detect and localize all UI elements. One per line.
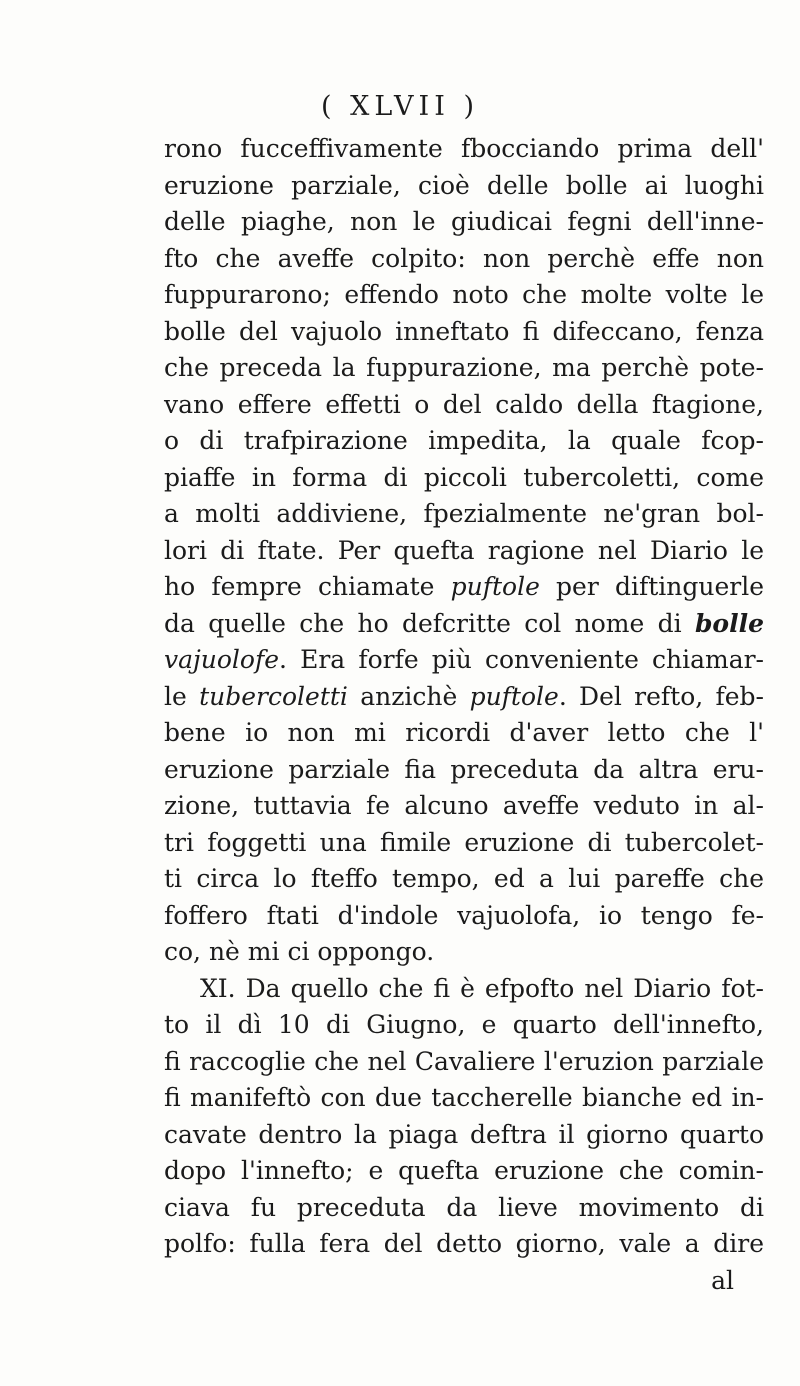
text-line — [164, 642, 764, 679]
text-segment: . Del refto, feb- — [558, 681, 764, 711]
text-line — [164, 1044, 764, 1081]
italic-term: vajuolofe — [164, 645, 280, 674]
text-line — [164, 241, 764, 278]
text-segment: da quelle che ho defcritte col nome di — [164, 608, 695, 638]
text-line — [164, 715, 764, 752]
text-segment: ho fempre chiamate — [164, 572, 451, 601]
text-line — [164, 1080, 764, 1117]
text-line — [164, 679, 764, 716]
text-line — [164, 533, 764, 570]
catchword: al — [711, 1265, 734, 1295]
text-line — [164, 423, 764, 460]
text-segment: o di trafpirazione impedita, la quale fcop- — [164, 426, 764, 455]
text-segment: cavate dentro la piaga deftra il giorno quarto — [164, 1119, 764, 1149]
text-segment: . Era forfe più conveniente chiamar- — [279, 645, 764, 674]
text-line — [164, 1153, 764, 1190]
text-segment: polfo: fulla fera del detto giorno, vale a dire — [164, 1229, 764, 1258]
text-segment: XI. Da quello che fi è efpofto nel Diario fot- — [200, 973, 764, 1003]
text-line — [164, 825, 764, 862]
text-line — [164, 971, 764, 1008]
text-segment: zione, tuttavia fe alcuno aveffe veduto in al- — [164, 791, 764, 820]
text-segment: ti circa lo fteffo tempo, ed a lui pareffe che — [164, 864, 764, 893]
text-line — [164, 350, 764, 387]
text-segment: anzichè — [347, 681, 470, 711]
text-segment: bolle del vajuolo inneftato fi difeccano, fenza — [164, 316, 764, 346]
text-segment: dopo l'innefto; e quefta eruzione che comin- — [164, 1156, 764, 1185]
text-line — [164, 314, 764, 351]
text-line — [164, 1190, 764, 1227]
text-segment: foffero ftati d'indole vajuolofa, io tengo fe- — [164, 900, 764, 930]
text-line — [164, 204, 764, 241]
text-line — [164, 752, 764, 789]
text-line — [164, 569, 764, 606]
text-segment: to il dì 10 di Giugno, e quarto dell'innefto, — [164, 1010, 764, 1039]
text-line — [164, 606, 764, 643]
text-line — [164, 898, 764, 935]
text-segment: le — [164, 681, 200, 711]
text-segment: rono fucceffivamente fbocciando prima dell' — [164, 134, 764, 163]
text-segment: fi raccoglie che nel Cavaliere l'eruzion parziale — [164, 1046, 764, 1076]
text-line — [164, 496, 764, 533]
text-segment: eruzione parziale, cioè delle bolle ai luoghi — [164, 170, 764, 200]
text-line — [164, 1226, 764, 1263]
text-segment: co, nè mi ci oppongo. — [164, 937, 435, 966]
italic-term: tubercoletti — [199, 681, 348, 711]
text-segment: vano effere effetti o del caldo della ftagione, — [164, 389, 764, 419]
text-line — [164, 861, 764, 898]
text-segment: ciava fu preceduta da lieve movimento di — [164, 1192, 764, 1222]
italic-term: puftole — [450, 572, 540, 601]
text-segment: tri foggetti una fimile eruzione di tubercolet- — [164, 827, 764, 857]
text-line — [164, 168, 764, 205]
text-line — [164, 131, 764, 168]
text-segment: piaffe in forma di piccoli tubercoletti, come — [164, 462, 764, 492]
text-segment: lori di ftate. Per quefta ragione nel Diario le — [164, 535, 764, 565]
text-line — [164, 934, 764, 971]
bold-italic-term: bolle — [694, 608, 764, 638]
text-segment: delle piaghe, non le giudicai fegni dell'inne- — [164, 207, 764, 236]
page-header: ( XLVII ) — [320, 91, 479, 122]
text-segment: che preceda la fuppurazione, ma perchè pote- — [164, 353, 764, 382]
text-segment: a molti addiviene, fpezialmente ne'gran bol- — [164, 499, 764, 528]
text-segment: bene io non mi ricordi d'aver letto che l' — [164, 718, 764, 747]
text-line — [164, 788, 764, 825]
text-line — [164, 460, 764, 497]
body-text — [164, 131, 764, 1299]
text-segment: per diftinguerle — [539, 572, 764, 601]
text-segment: eruzione parziale fia preceduta da altra eru- — [164, 754, 764, 784]
italic-term: puftole — [469, 681, 559, 711]
text-line — [164, 387, 764, 424]
text-segment: fto che aveffe colpito: non perchè effe non — [164, 243, 764, 273]
text-line — [164, 1007, 764, 1044]
text-line — [164, 1117, 764, 1154]
text-segment: fuppurarono; effendo noto che molte volte le — [164, 280, 764, 309]
text-segment: fi manifeftò con due taccherelle bianche ed in- — [164, 1083, 764, 1112]
text-line — [164, 277, 764, 314]
